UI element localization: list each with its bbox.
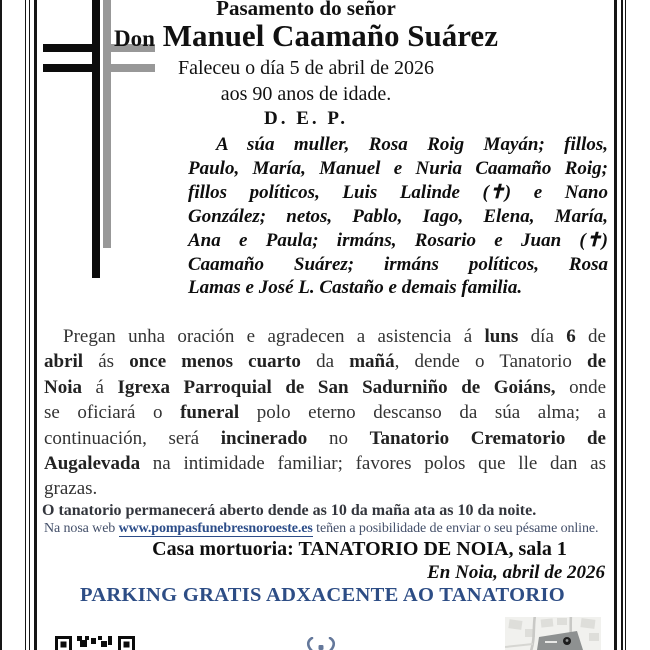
- parking-notice: PARKING GRATIS ADXACENTE AO TANATORIO: [80, 584, 565, 606]
- honorific: Don: [114, 26, 155, 51]
- website-note-prefix: Na nosa web: [44, 521, 119, 536]
- mortuary-location-line: Casa mortuoria: TANATORIO DE NOIA, sala 1: [152, 538, 567, 560]
- header: [18, 0, 594, 140]
- frame-line-right-2: [621, 0, 623, 650]
- opening-hours-note: O tanatorio permanecerá aberto dende as 10 da maña ata as 10 da noite.: [42, 502, 537, 519]
- age-line: aos 90 anos de idade.: [220, 83, 392, 105]
- funeral-home-logo-icon: [298, 637, 344, 650]
- website-note: [44, 521, 598, 537]
- frame-line-right-3: [625, 0, 626, 650]
- funeral-announcement-paragraph: Pregan unha oración e agradecen a asistencia á luns día 6 de abril ás once menos cuarto da mañá, dende o Tanatorio de Noia á Igrexa Parroquial de San Sadurniño de Goiáns, onde se oficiará o funeral polo eterno descanso da súa alma; a continuación, será incinerado no Tanatorio Crematorio de Augalevada na intimidade familiar; favores polos que lle dan as grazas.: [44, 326, 607, 500]
- street-map-icon: [505, 617, 601, 650]
- condolences-website-link[interactable]: www.pompasfunebresnoroeste.es: [118, 521, 313, 536]
- frame-line-outer-left: [0, 0, 2, 650]
- dep-abbreviation: D. E. P.: [263, 108, 348, 129]
- family-paragraph: A súa muller, Rosa Roig Mayán; fillos, Paulo, María, Manuel e Nuria Caamaño Roig; fillos políticos, Luis Lalinde (✝) e Nano González; netos, Pablo, Iago, Elena, María, Ana e Paula; irmáns, Rosario e Juan (✝) Caamaño Suárez; irmáns políticos, Rosa Lamas e José L. Castaño e demais familia.: [188, 134, 608, 299]
- death-date-line: Faleceu o día 5 de abril de 2026: [177, 57, 435, 79]
- frame-line-right-1: [614, 0, 617, 650]
- place-and-date-line: En Noia, abril de 2026: [427, 562, 605, 583]
- pretitle: Pasamento do señor: [216, 0, 396, 20]
- deceased-name: Manuel Caamaño Suárez: [162, 18, 498, 53]
- qr-code-icon: [55, 636, 135, 650]
- deceased-name-line: [18, 18, 594, 54]
- website-note-suffix: teñen a posibilidade de enviar o seu pésame online.: [312, 521, 599, 536]
